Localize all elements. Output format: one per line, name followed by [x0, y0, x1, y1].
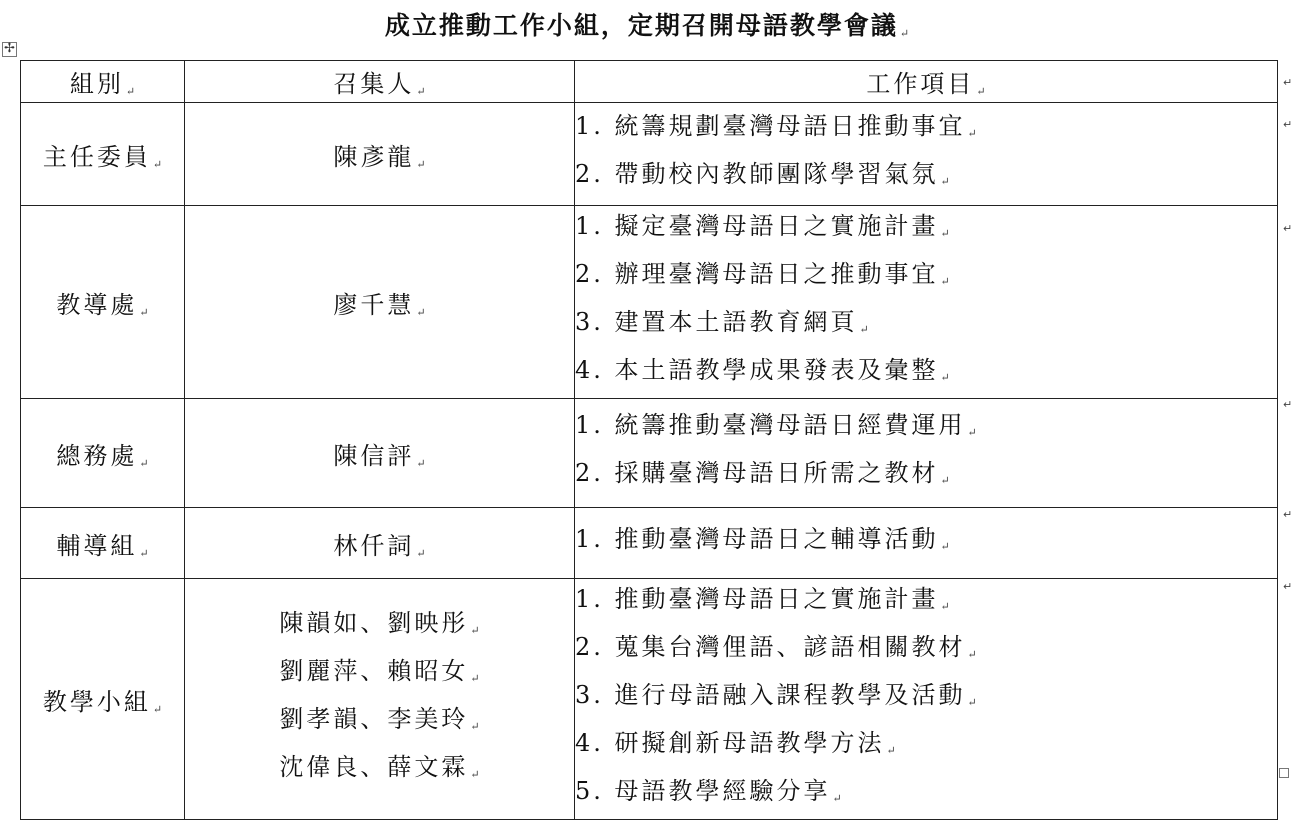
- document-title: 成立推動工作小組，定期召開母語教學會議 ↵: [384, 11, 910, 40]
- convener-cell[interactable]: 廖千慧 ↵: [185, 206, 575, 399]
- table-move-handle[interactable]: ✢: [2, 42, 17, 57]
- convener-line: 沈偉良、薛文霖 ↵: [279, 753, 480, 781]
- tasks-cell[interactable]: [575, 103, 1278, 206]
- task-item: 2. 採購臺灣母語日所需之教材 ↵: [575, 459, 950, 487]
- task-item: 1. 統籌推動臺灣母語日經費運用 ↵: [575, 411, 977, 439]
- convener-cell[interactable]: 陳信評 ↵: [185, 399, 575, 508]
- task-item: 2. 帶動校內教師團隊學習氣氛 ↵: [575, 160, 950, 188]
- tasks-cell[interactable]: [575, 399, 1278, 508]
- tasks-cell[interactable]: [575, 206, 1278, 399]
- convener-cell[interactable]: [185, 579, 575, 820]
- convener-line: 陳韻如、劉映彤 ↵: [279, 609, 480, 637]
- task-item: 1. 推動臺灣母語日之輔導活動 ↵: [575, 525, 950, 553]
- row-end-mark: ↵: [1283, 580, 1293, 593]
- table-row: [21, 579, 1278, 820]
- task-item: 4. 研擬創新母語教學方法 ↵: [575, 729, 896, 757]
- header-cell-group[interactable]: 組別 ↵: [21, 61, 185, 103]
- task-item: 1. 推動臺灣母語日之實施計畫 ↵: [575, 585, 950, 613]
- group-cell[interactable]: 教導處 ↵: [21, 206, 185, 399]
- table-resize-handle[interactable]: [1279, 768, 1289, 778]
- task-table: [20, 60, 1278, 820]
- task-item: 5. 母語教學經驗分享 ↵: [575, 777, 842, 805]
- group-cell[interactable]: 教學小組 ↵: [21, 579, 185, 820]
- task-item: 2. 辦理臺灣母語日之推動事宜 ↵: [575, 260, 950, 288]
- task-item: 3. 建置本土語教育網頁 ↵: [575, 308, 869, 336]
- header-cell-convener[interactable]: 召集人 ↵: [185, 61, 575, 103]
- group-cell[interactable]: 輔導組 ↵: [21, 508, 185, 579]
- tasks-cell[interactable]: [575, 508, 1278, 579]
- row-end-mark: ↵: [1283, 118, 1293, 131]
- task-item: 2. 蒐集台灣俚語、諺語相關教材 ↵: [575, 633, 977, 661]
- row-end-mark: ↵: [1283, 76, 1293, 89]
- row-end-mark: ↵: [1283, 508, 1293, 521]
- convener-line: 劉孝韻、李美玲 ↵: [279, 705, 480, 733]
- task-item: 4. 本土語教學成果發表及彙整 ↵: [575, 356, 950, 384]
- table-row: [21, 399, 1278, 508]
- task-item: 1. 統籌規劃臺灣母語日推動事宜 ↵: [575, 112, 977, 140]
- row-end-mark: ↵: [1283, 222, 1293, 235]
- table-header-row: [21, 61, 1278, 103]
- task-item: 1. 擬定臺灣母語日之實施計畫 ↵: [575, 212, 950, 240]
- convener-cell[interactable]: 林仟詞 ↵: [185, 508, 575, 579]
- tasks-cell[interactable]: [575, 579, 1278, 820]
- group-cell[interactable]: 主任委員 ↵: [21, 103, 185, 206]
- table-row: [21, 206, 1278, 399]
- header-cell-tasks[interactable]: 工作項目 ↵: [575, 61, 1278, 103]
- group-cell[interactable]: 總務處 ↵: [21, 399, 185, 508]
- task-item: 3. 進行母語融入課程教學及活動 ↵: [575, 681, 977, 709]
- table-row: [21, 508, 1278, 579]
- convener-line: 劉麗萍、賴昭女 ↵: [279, 657, 480, 685]
- convener-cell[interactable]: 陳彥龍 ↵: [185, 103, 575, 206]
- table-row: [21, 103, 1278, 206]
- row-end-mark: ↵: [1283, 398, 1293, 411]
